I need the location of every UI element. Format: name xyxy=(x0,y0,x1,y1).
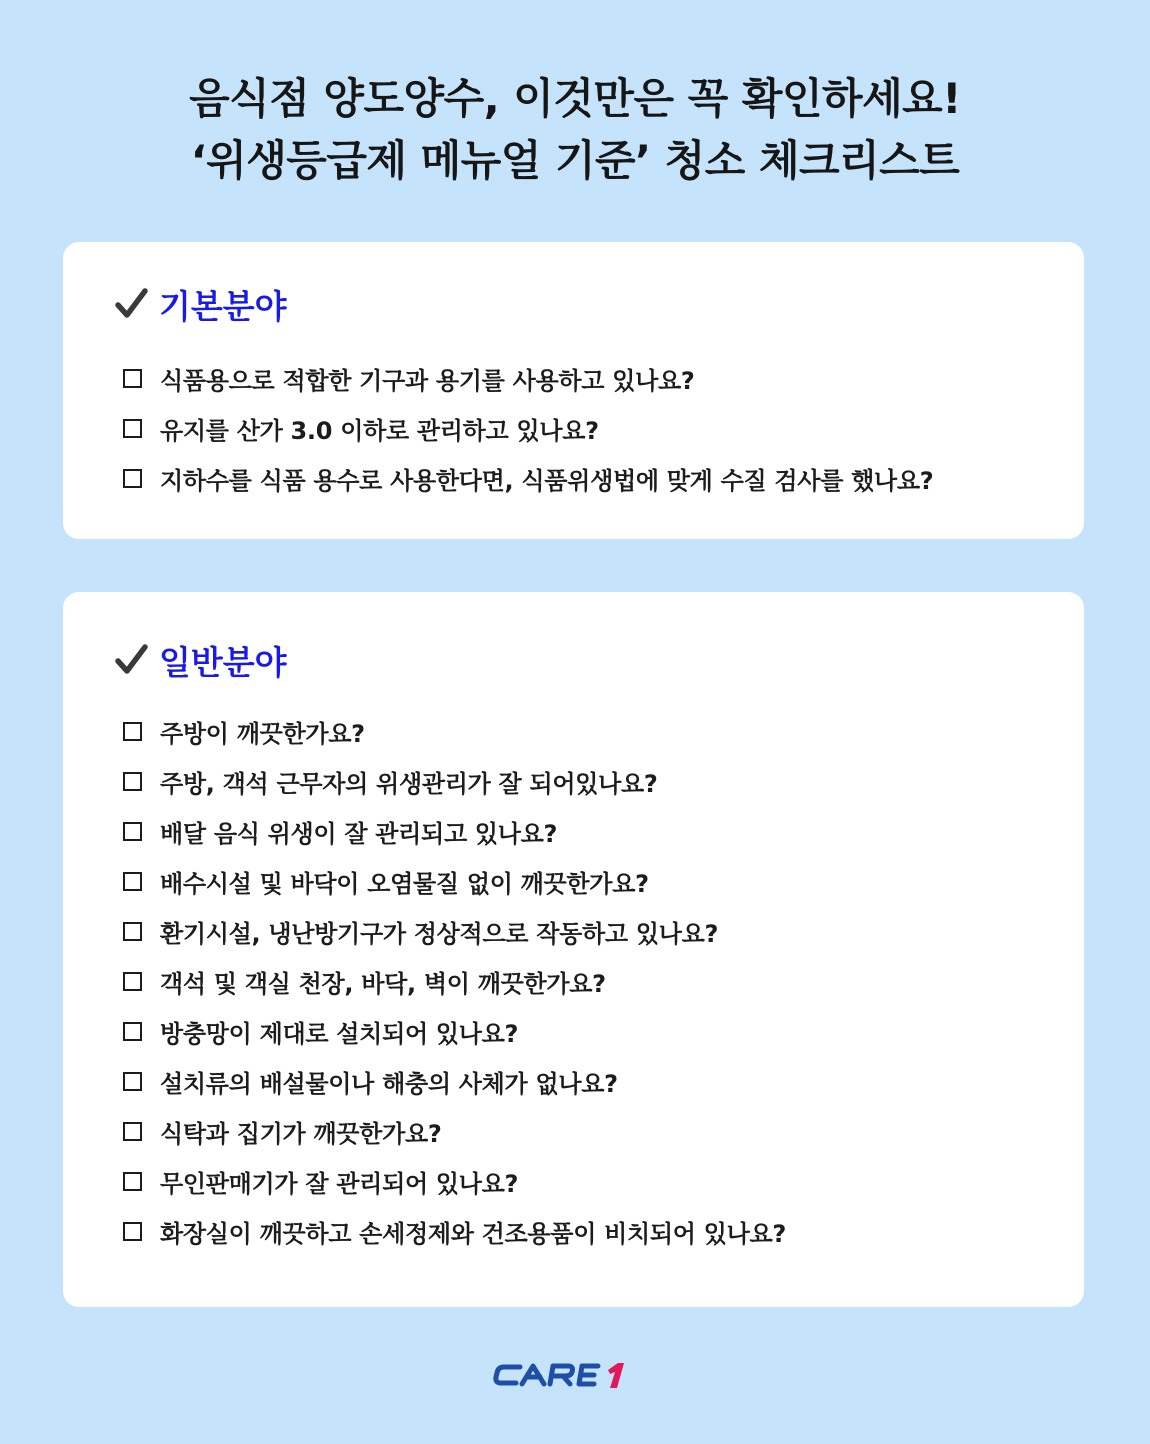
general-checklist xyxy=(123,706,786,1256)
checklist-item-label: 주방이 깨끗한가요? xyxy=(160,719,365,748)
checklist-item xyxy=(123,403,933,453)
checklist-item-label: 환기시설, 냉난방기구가 정상적으로 작동하고 있나요? xyxy=(160,919,719,948)
checklist-item-label: 식품용으로 적합한 기구과 용기를 사용하고 있나요? xyxy=(160,366,695,395)
basic-section-header xyxy=(115,282,287,326)
checkbox-icon[interactable] xyxy=(123,722,142,741)
checkbox-icon[interactable] xyxy=(123,1172,142,1191)
checklist-item-label: 방충망이 제대로 설치되어 있나요? xyxy=(160,1019,519,1048)
checkbox-icon[interactable] xyxy=(123,1072,142,1091)
checkbox-icon[interactable] xyxy=(123,772,142,791)
checklist-item-label: 주방, 객석 근무자의 위생관리가 잘 되어있나요? xyxy=(160,769,658,798)
checklist-item-label: 유지를 산가 3.0 이하로 관리하고 있나요? xyxy=(160,416,599,445)
check-mark-icon xyxy=(115,643,149,677)
basic-section-card xyxy=(63,242,1084,539)
checklist-item-label: 배달 음식 위생이 잘 관리되고 있나요? xyxy=(160,819,558,848)
checkbox-icon[interactable] xyxy=(123,1222,142,1241)
basic-checklist xyxy=(123,353,933,503)
care1-logo-icon xyxy=(490,1355,640,1395)
checklist-item-label: 무인판매기가 잘 관리되어 있나요? xyxy=(160,1169,519,1198)
checklist-item xyxy=(123,1106,786,1156)
checklist-item-label: 객석 및 객실 천장, 바닥, 벽이 깨끗한가요? xyxy=(160,969,606,998)
section-title: 일반분야 xyxy=(159,642,287,682)
checklist-item xyxy=(123,806,786,856)
general-section-card xyxy=(63,592,1084,1307)
section-title: 기본분야 xyxy=(159,286,287,326)
title-line-2: ‘위생등급제 메뉴얼 기준’ 청소 체크리스트 xyxy=(190,136,960,185)
check-mark-icon xyxy=(115,287,149,321)
checklist-item xyxy=(123,706,786,756)
checklist-item xyxy=(123,453,933,503)
checklist-item xyxy=(123,906,786,956)
checkbox-icon[interactable] xyxy=(123,822,142,841)
checklist-item-label: 설치류의 배설물이나 해충의 사체가 없나요? xyxy=(160,1069,618,1098)
checklist-item xyxy=(123,1006,786,1056)
page-title xyxy=(0,68,1150,192)
checkbox-icon[interactable] xyxy=(123,922,142,941)
checkbox-icon[interactable] xyxy=(123,872,142,891)
general-section-header xyxy=(115,638,287,682)
checkbox-icon[interactable] xyxy=(123,972,142,991)
checklist-item-label: 식탁과 집기가 깨끗한가요? xyxy=(160,1119,442,1148)
checklist-item xyxy=(123,956,786,1006)
checklist-item xyxy=(123,756,786,806)
checkbox-icon[interactable] xyxy=(123,369,142,388)
checkbox-icon[interactable] xyxy=(123,419,142,438)
checklist-item xyxy=(123,1056,786,1106)
checkbox-icon[interactable] xyxy=(123,1122,142,1141)
title-line-1: 음식점 양도양수, 이것만은 꼭 확인하세요! xyxy=(189,74,961,123)
checklist-item-label: 배수시설 및 바닥이 오염물질 없이 깨끗한가요? xyxy=(160,869,649,898)
checklist-item xyxy=(123,856,786,906)
checkbox-icon[interactable] xyxy=(123,469,142,488)
checklist-item xyxy=(123,353,933,403)
checkbox-icon[interactable] xyxy=(123,1022,142,1041)
checklist-item xyxy=(123,1156,786,1206)
checklist-item-label: 지하수를 식품 용수로 사용한다면, 식품위생법에 맞게 수질 검사를 했나요? xyxy=(160,466,934,495)
checklist-item xyxy=(123,1206,786,1256)
checklist-item-label: 화장실이 깨끗하고 손세정제와 건조용품이 비치되어 있나요? xyxy=(160,1219,786,1248)
